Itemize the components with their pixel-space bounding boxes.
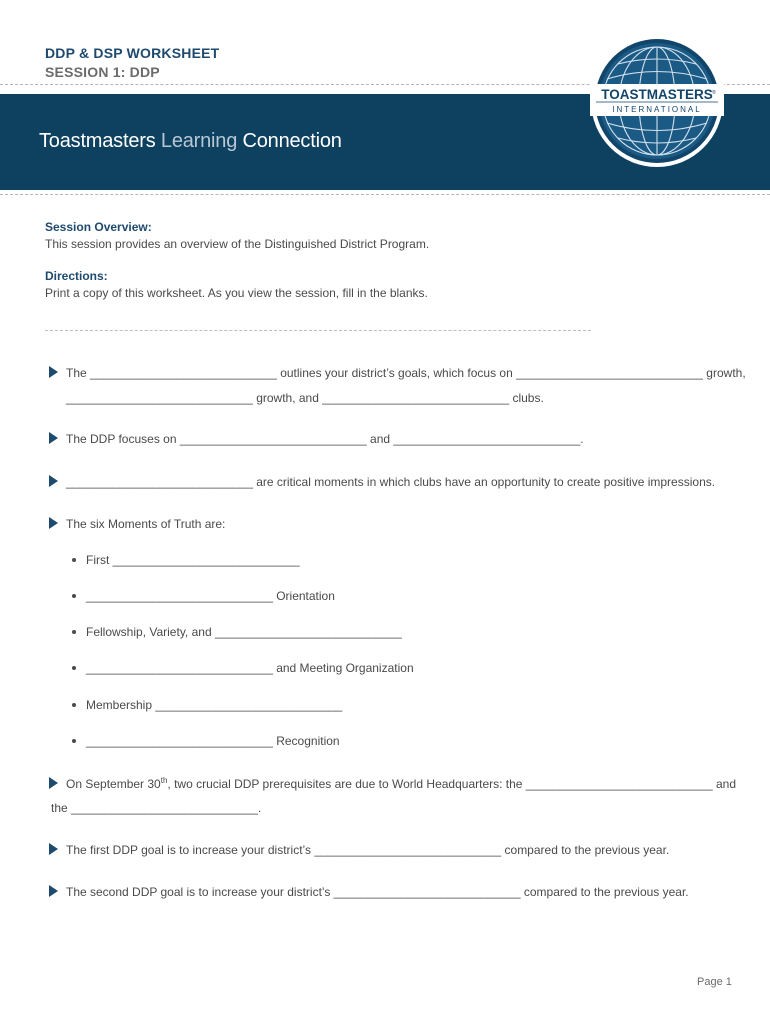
- question-1-text: The ____________________________ outlines your district’s goals, which focus on ____________________________ growth,: [66, 366, 746, 380]
- question-3: [49, 475, 715, 489]
- arrow-icon: [49, 366, 58, 378]
- banner-bottom-dashed-divider: [0, 194, 770, 195]
- directions-text: Print a copy of this worksheet. As you view the session, fill in the blanks.: [45, 286, 428, 300]
- question-5: On September 30th, two crucial DDP prerequisites are due to World Headquarters: the ____________________________ and: [49, 776, 736, 791]
- arrow-icon: [49, 843, 58, 855]
- moment-of-truth-item: ____________________________ Orientation: [72, 589, 335, 603]
- logo-subtext: INTERNATIONAL: [612, 105, 702, 114]
- arrow-icon: [49, 885, 58, 897]
- moment-of-truth-item: First ____________________________: [72, 553, 300, 567]
- question-2-text: The DDP focuses on ____________________________ and ____________________________.: [66, 432, 584, 446]
- bullet-icon: [72, 594, 76, 598]
- directions: [45, 269, 428, 300]
- bullet-icon: [72, 630, 76, 634]
- session-overview-label: Session Overview:: [45, 220, 152, 234]
- logo-registered-mark: ®: [712, 90, 716, 96]
- worksheet-title: DDP & DSP WORKSHEET: [45, 45, 220, 61]
- section-dashed-divider: [45, 330, 591, 331]
- moment-of-truth-item: ____________________________ and Meeting Organization: [72, 661, 414, 675]
- worksheet-header: [45, 45, 219, 80]
- session-title: SESSION 1: DDP: [45, 64, 160, 80]
- question-2: [49, 432, 584, 446]
- arrow-icon: [49, 475, 58, 487]
- arrow-icon: [49, 517, 58, 529]
- question-4-text: The six Moments of Truth are:: [66, 517, 226, 531]
- question-1-line-2: ____________________________ growth, and ____________________________ clubs.: [66, 391, 544, 405]
- arrow-icon: [49, 432, 58, 444]
- question-7-text: The second DDP goal is to increase your district’s ____________________________ compared to the previous year.: [66, 885, 689, 899]
- question-1: [49, 366, 746, 380]
- question-3-text: ____________________________ are critical moments in which clubs have an opportunity to create positive impressions.: [66, 475, 716, 489]
- directions-label: Directions:: [45, 269, 108, 283]
- bullet-icon: [72, 703, 76, 707]
- banner-title: [39, 130, 342, 153]
- session-overview-text: This session provides an overview of the Distinguished District Program.: [45, 237, 430, 251]
- banner-title-part1: Toastmasters: [39, 130, 161, 152]
- page-number: Page 1: [697, 976, 732, 988]
- arrow-icon: [49, 777, 58, 789]
- logo-wordmark: TOASTMASTERS: [601, 87, 713, 102]
- question-7: [49, 885, 689, 899]
- moment-of-truth-item: Fellowship, Variety, and ____________________________: [72, 625, 402, 639]
- bullet-icon: [72, 666, 76, 670]
- bullet-icon: [72, 558, 76, 562]
- bullet-icon: [72, 739, 76, 743]
- banner-title-part2: Learning: [160, 130, 238, 152]
- question-5-line-2: the ____________________________.: [51, 801, 262, 815]
- session-overview: [45, 220, 429, 251]
- question-4: [49, 517, 225, 531]
- question-6: [49, 843, 669, 857]
- moment-of-truth-item: ____________________________ Recognition: [72, 734, 340, 748]
- moment-of-truth-item: Membership ____________________________: [72, 698, 342, 712]
- question-6-text: The first DDP goal is to increase your district’s ____________________________ compared to the previous year.: [66, 843, 670, 857]
- banner-title-part3: Connection: [237, 130, 342, 152]
- toastmasters-globe-logo: [590, 34, 724, 168]
